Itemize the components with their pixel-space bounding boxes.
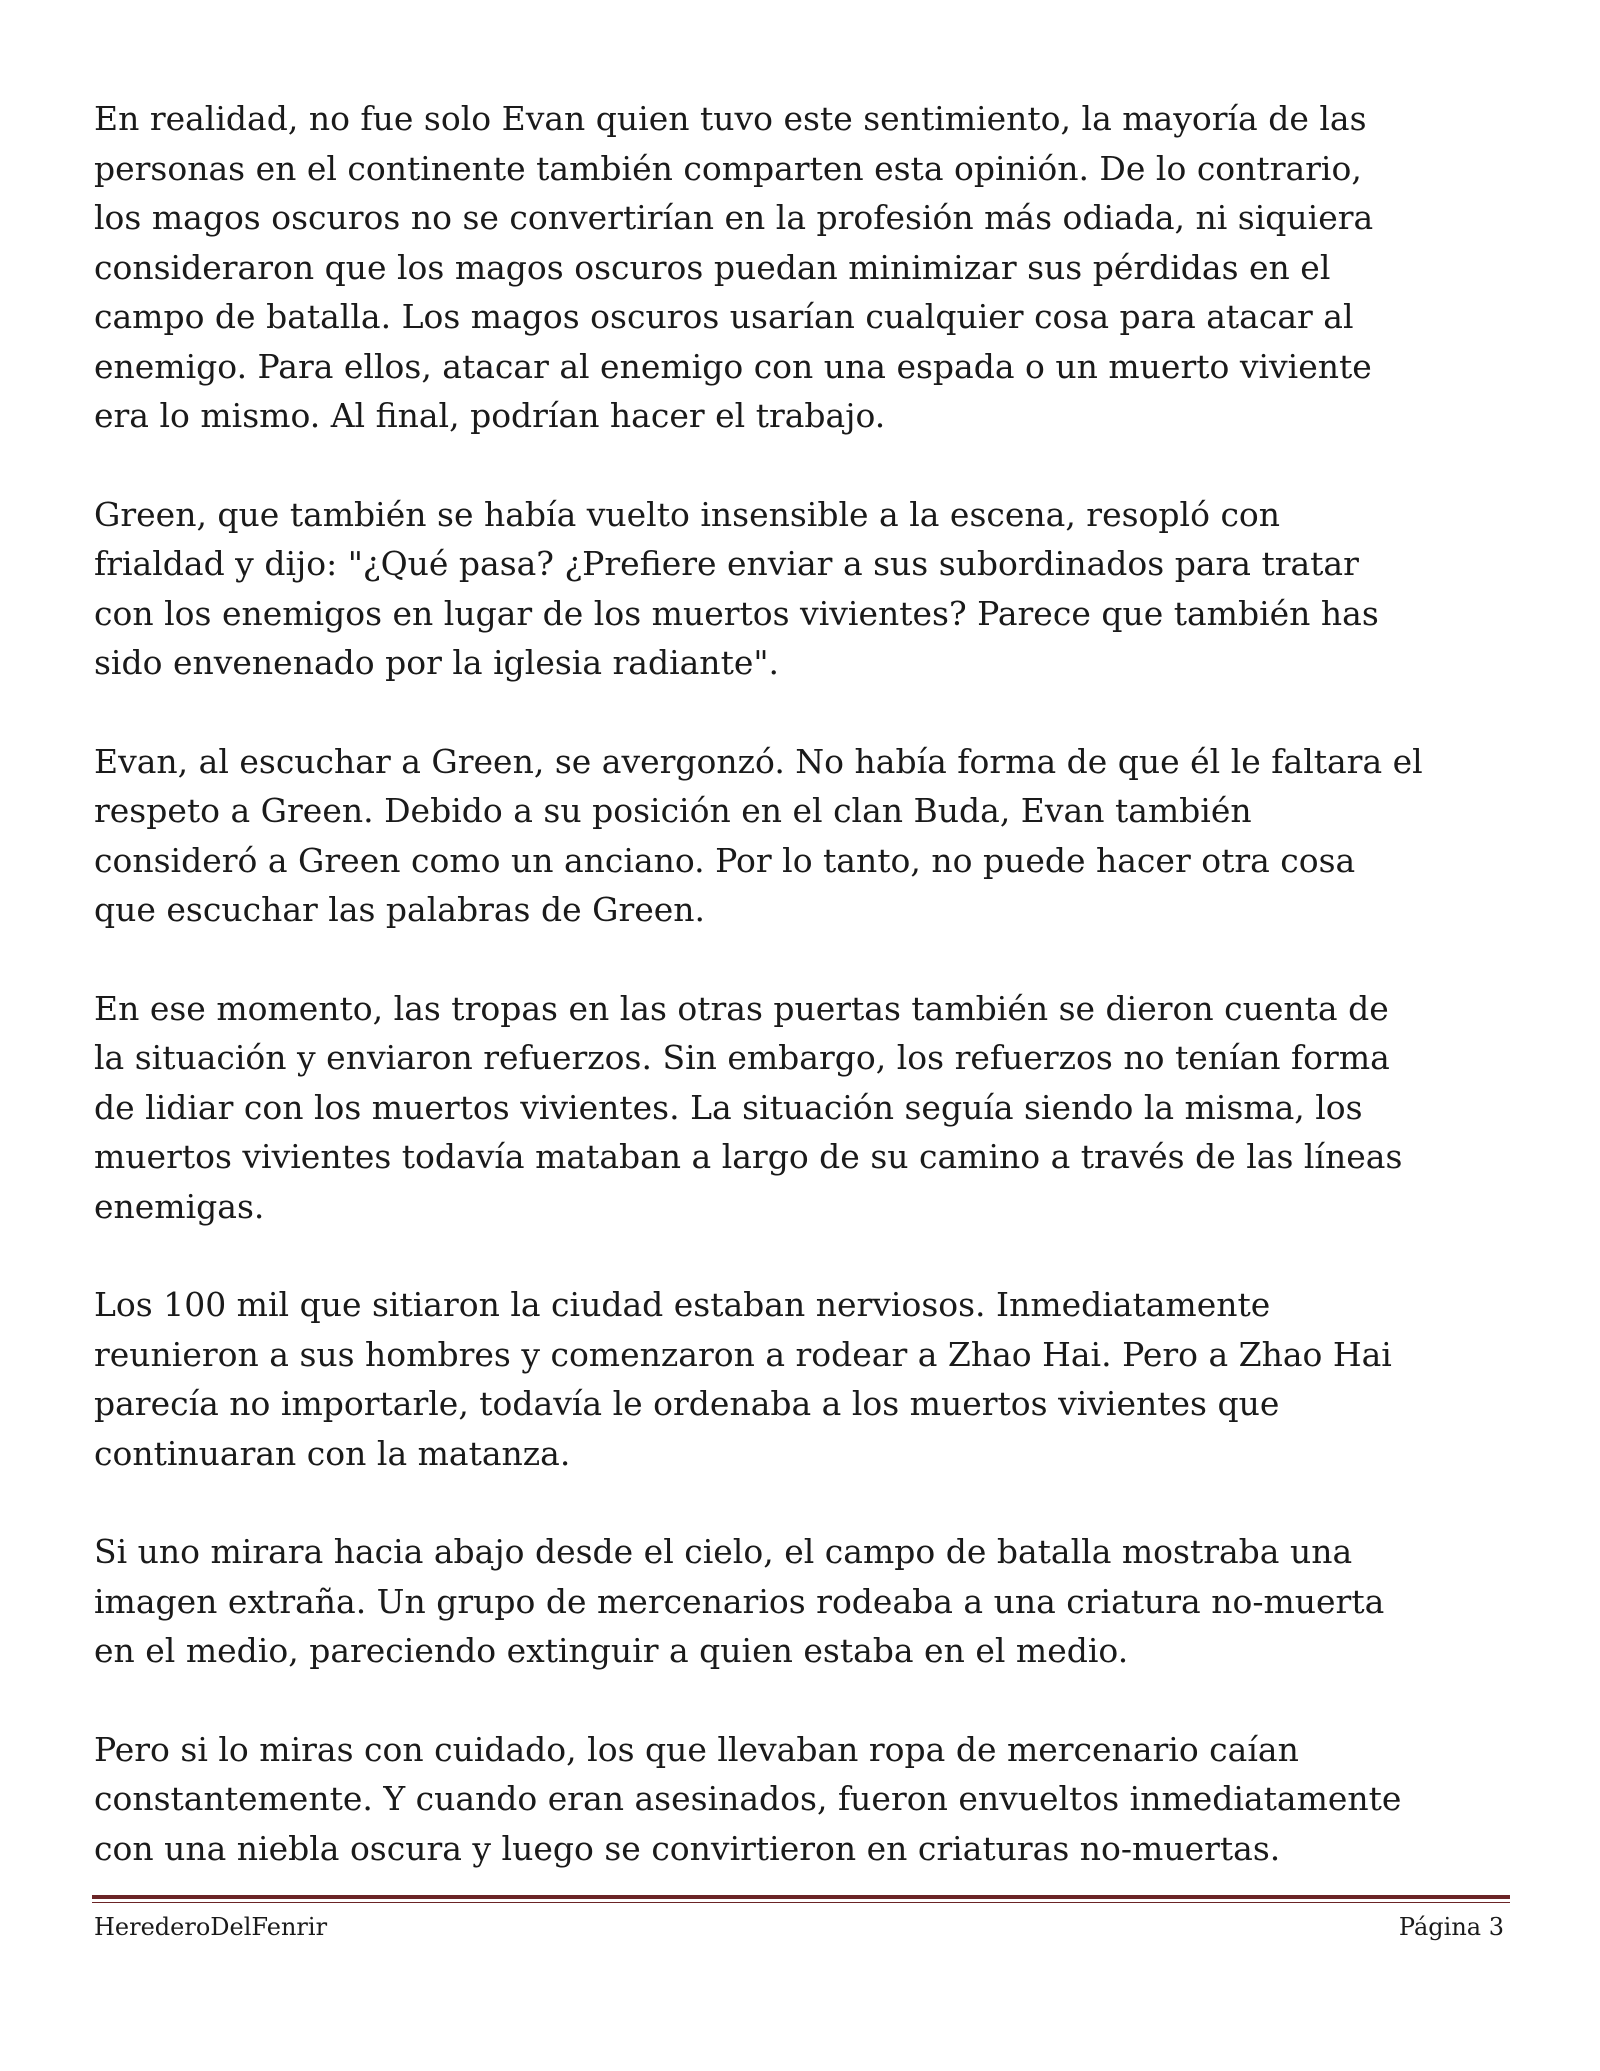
paragraph-line: Los 100 mil que sitiaron la ciudad estaban nerviosos. Inmediatamente	[94, 1285, 1271, 1324]
paragraph-line: parecía no importarle, todavía le ordenaba a los muertos vivientes que	[94, 1384, 1280, 1423]
paragraph-line: continuaran con la matanza.	[94, 1433, 571, 1473]
paragraph-line: consideró a Green como un anciano. Por lo tanto, no puede hacer otra cosa	[94, 840, 1356, 880]
footer-page-number: Página 3	[1398, 1913, 1504, 1941]
paragraph	[94, 1725, 1514, 1874]
paragraph-line: enemigas.	[94, 1186, 265, 1226]
paragraph	[94, 1527, 1514, 1676]
paragraph-line: reunieron a sus hombres y comenzaron a rodear a Zhao Hai. Pero a Zhao Hai	[94, 1334, 1392, 1374]
paragraph	[94, 984, 1514, 1232]
paragraph-line: respeto a Green. Debido a su posición en el clan Buda, Evan también	[94, 791, 1252, 830]
paragraph-line: Evan, al escuchar a Green, se avergonzó. No había forma de que él le faltara el	[94, 741, 1423, 781]
paragraph-line: enemigo. Para ellos, atacar al enemigo con una espada o un muerto viviente	[94, 346, 1372, 386]
paragraph-line: campo de batalla. Los magos oscuros usarían cualquier cosa para atacar al	[94, 297, 1354, 336]
paragraph-line: con los enemigos en lugar de los muertos vivientes? Parece que también has	[94, 593, 1379, 633]
paragraph	[94, 490, 1514, 688]
paragraph-line: consideraron que los magos oscuros puedan minimizar sus pérdidas en el	[94, 247, 1331, 287]
paragraph-line: de lidiar con los muertos vivientes. La situación seguía siendo la misma, los	[94, 1087, 1363, 1127]
paragraph-line: personas en el continente también comparten esta opinión. De lo contrario,	[94, 148, 1362, 188]
paragraph-line: con una niebla oscura y luego se convirtieron en criaturas no-muertas.	[94, 1828, 1281, 1868]
paragraph	[94, 737, 1514, 935]
paragraph-line: imagen extraña. Un grupo de mercenarios rodeaba a una criatura no-muerta	[94, 1581, 1385, 1621]
footer-divider-thin	[92, 1902, 1510, 1903]
paragraph	[94, 1280, 1514, 1478]
paragraph	[94, 94, 1514, 441]
paragraph-line: frialdad y dijo: "¿Qué pasa? ¿Prefiere enviar a sus subordinados para tratar	[94, 544, 1359, 583]
paragraph-line: En realidad, no fue solo Evan quien tuvo este sentimiento, la mayoría de las	[94, 99, 1367, 138]
paragraph-line: sido envenenado por la iglesia radiante".	[94, 643, 780, 682]
footer-divider-thick	[92, 1895, 1510, 1899]
paragraph-line: Pero si lo miras con cuidado, los que llevaban ropa de mercenario caían	[94, 1729, 1299, 1769]
paragraph-line: era lo mismo. Al final, podrían hacer el trabajo.	[94, 396, 886, 435]
paragraph-line: la situación y enviaron refuerzos. Sin embargo, los refuerzos no tenían forma	[94, 1038, 1390, 1077]
paragraph-line: muertos vivientes todavía mataban a largo de su camino a través de las líneas	[94, 1137, 1403, 1176]
paragraph-line: los magos oscuros no se convertirían en la profesión más odiada, ni siquiera	[94, 198, 1374, 237]
paragraph-line: Green, que también se había vuelto insensible a la escena, resopló con	[94, 494, 1281, 534]
paragraph-line: en el medio, pareciendo extinguir a quien estaba en el medio.	[94, 1631, 1129, 1670]
paragraph-line: constantemente. Y cuando eran asesinados, fueron envueltos inmediatamente	[94, 1779, 1402, 1818]
document-body	[94, 94, 1514, 1922]
paragraph-line: Si uno mirara hacia abajo desde el cielo, el campo de batalla mostraba una	[94, 1532, 1353, 1571]
paragraph-line: En ese momento, las tropas en las otras puertas también se dieron cuenta de	[94, 988, 1389, 1028]
paragraph-line: que escuchar las palabras de Green.	[94, 890, 706, 929]
footer-author: HerederoDelFenrir	[94, 1913, 328, 1941]
